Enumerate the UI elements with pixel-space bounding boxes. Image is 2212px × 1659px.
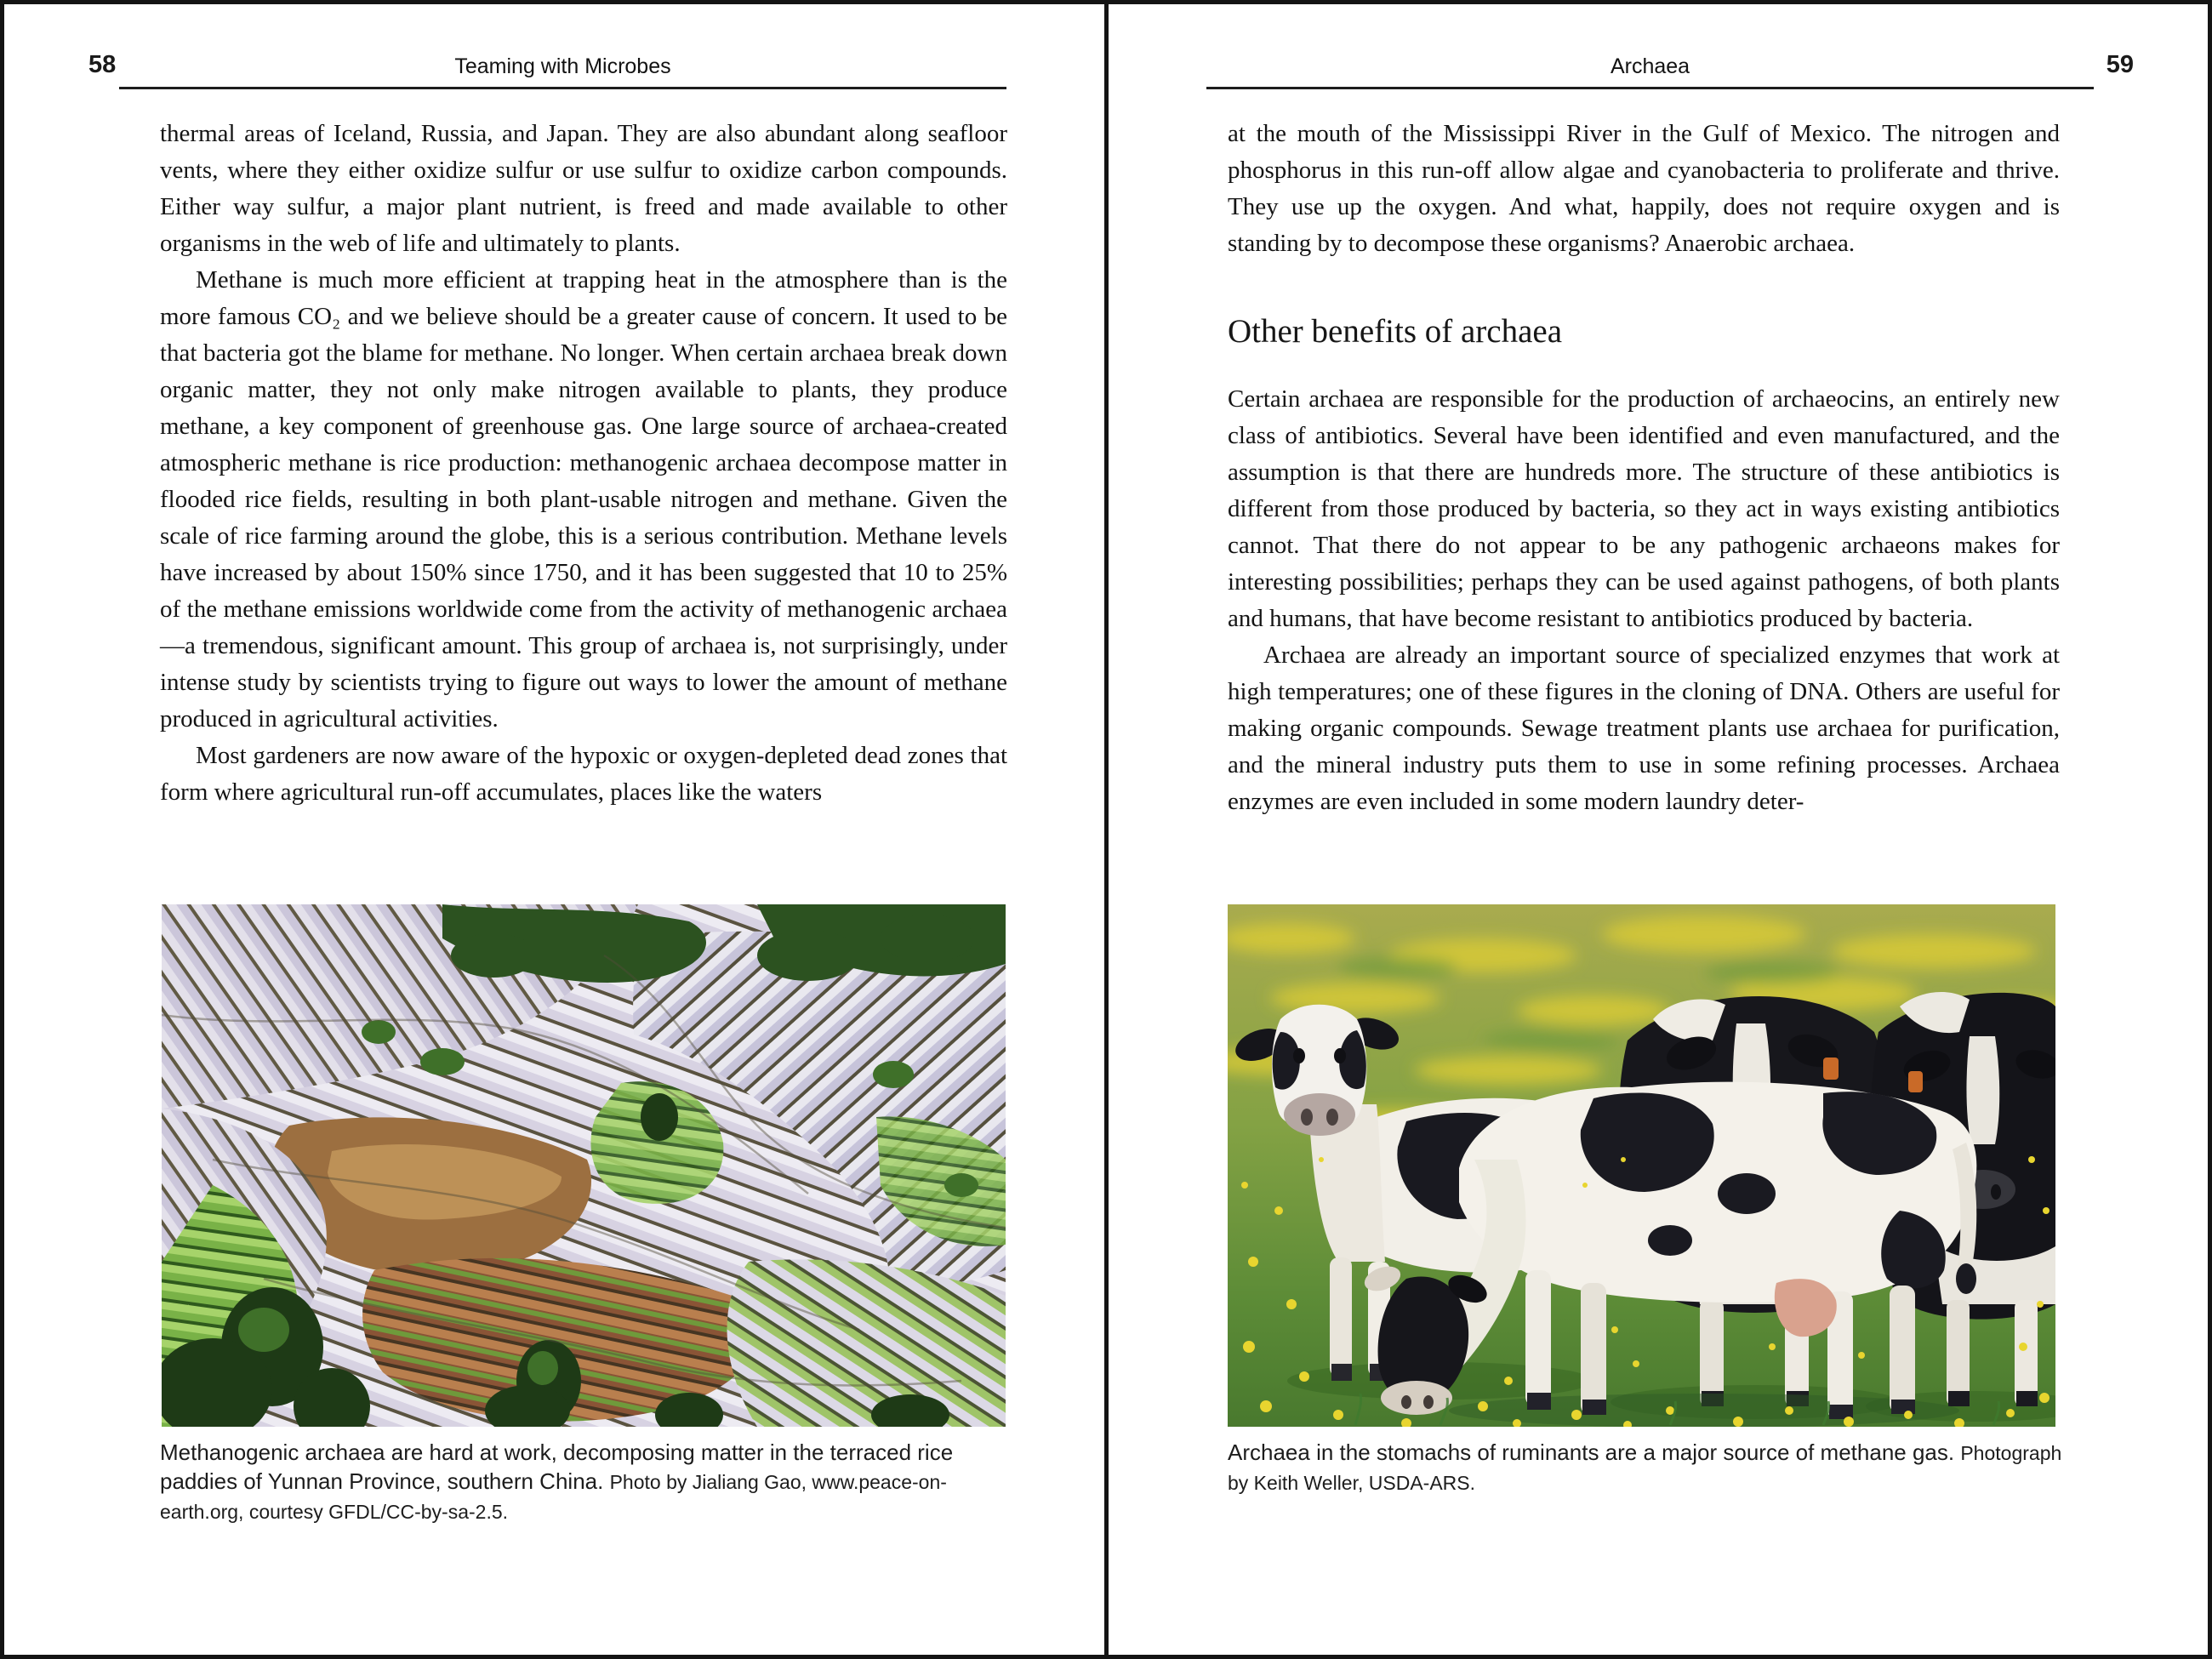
caption-credit: Photograph by Keith Weller, USDA-ARS. (1228, 1442, 2062, 1494)
left-page-number: 58 (88, 51, 117, 78)
body-paragraph: Archaea are already an important source of specialized enzymes that work at high temperatures; one of these figures in the cloning of DNA. Others are useful for making organic compounds. Sewage treatment plants use archaea for purification, and the mineral industry puts them to use in some refining processes. Archaea enzymes are even included in some modern laundry deter- (1228, 641, 2060, 815)
body-paragraph: at the mouth of the Mississippi River in the Gulf of Mexico. The nitrogen and phosphorus in this run-off allow algae and cyanobacteria to proliferate and thrive. They use up the oxygen. And what, happily, does not require oxygen and is standing by to decompose these organisms? Anaerobic archaea. (1228, 120, 2060, 257)
body-paragraph: Certain archaea are responsible for the production of archaeocins, an entirely new class of antibiotics. Several have been identified and even manufactured, and the assumption is that there are hundreds more. The structure of these antibiotics is different from those produced by bacteria, so they act in ways existing antibiotics cannot. That there do not appear to be any pathogenic archaeons makes for interesting possibilities; perhaps they can be used against pathogens, of both plants and humans, that have become resistant to antibiotics produced by bacteria. (1228, 385, 2060, 632)
cow-shadow (1449, 1394, 1959, 1427)
left-body-text (160, 116, 1007, 811)
section-heading: Other benefits of archaea (1228, 313, 1563, 350)
caption-text: Archaea in the stomachs of ruminants are a major source of methane gas. (1228, 1440, 1955, 1465)
right-running-head: Archaea (1610, 54, 1690, 78)
cows-illustration (1228, 904, 2055, 1427)
right-header-rule (1206, 87, 2094, 89)
rice-terraces-illustration (162, 904, 1006, 1427)
left-figure-caption (160, 1438, 1014, 1526)
body-paragraph: Most gardeners are now aware of the hypoxic or oxygen-depleted dead zones that form where agricultural run-off accumulates, places like the waters (160, 742, 1007, 806)
right-body-text (1228, 116, 2060, 820)
caption-text: Methanogenic archaea are hard at work, decomposing matter in the terraced rice paddies of Yunnan Province, southern China. (160, 1440, 954, 1494)
terrace-bottom-right (727, 1259, 1006, 1427)
cows-photo (1228, 904, 2055, 1427)
rice-terraces-photo (162, 904, 1006, 1427)
right-page-number: 59 (2106, 51, 2134, 78)
page-gutter-divider (1104, 0, 1109, 1659)
body-paragraph: thermal areas of Iceland, Russia, and Japan. They are also abundant along seafloor vents, where they either oxidize sulfur or use sulfur to oxidize carbon compounds. Either way sulfur, a major plant nutrient, is freed and made available to other organisms in the web of life and ultimately to plants. (160, 120, 1007, 257)
caption-credit: Photo by Jialiang Gao, www.peace-on-earth.org, courtesy GFDL/CC-by-sa-2.5. (160, 1471, 947, 1523)
right-figure-caption (1228, 1438, 2067, 1497)
body-paragraph: Methane is much more efficient at trapping heat in the atmosphere than is the more famous CO₂ and we believe should be a greater cause of concern. It used to be that bacteria got the blame for methane. No longer. When certain archaea break down organic matter, they not only make nitrogen available to plants, they produce methane, a key component of greenhouse gas. One large source of archaea-created atmospheric methane is rice production: methanogenic archaea decompose matter in flooded rice fields, resulting in both plant-usable nitrogen and methane. Given the scale of rice farming around the globe, this is a serious contribution. Methane levels have increased by about 150% since 1750, and it has been suggested that 10 to 25% of the methane emissions worldwide come from the activity of methanogenic archaea—a tremendous, significant amount. This group of archaea is, not surprisingly, under intense study by scientists trying to figure out ways to lower the amount of methane produced in agricultural activities. (160, 266, 1007, 733)
left-running-head: Teaming with Microbes (454, 54, 671, 78)
left-header-rule (119, 87, 1006, 89)
right-page (1106, 0, 2212, 1659)
